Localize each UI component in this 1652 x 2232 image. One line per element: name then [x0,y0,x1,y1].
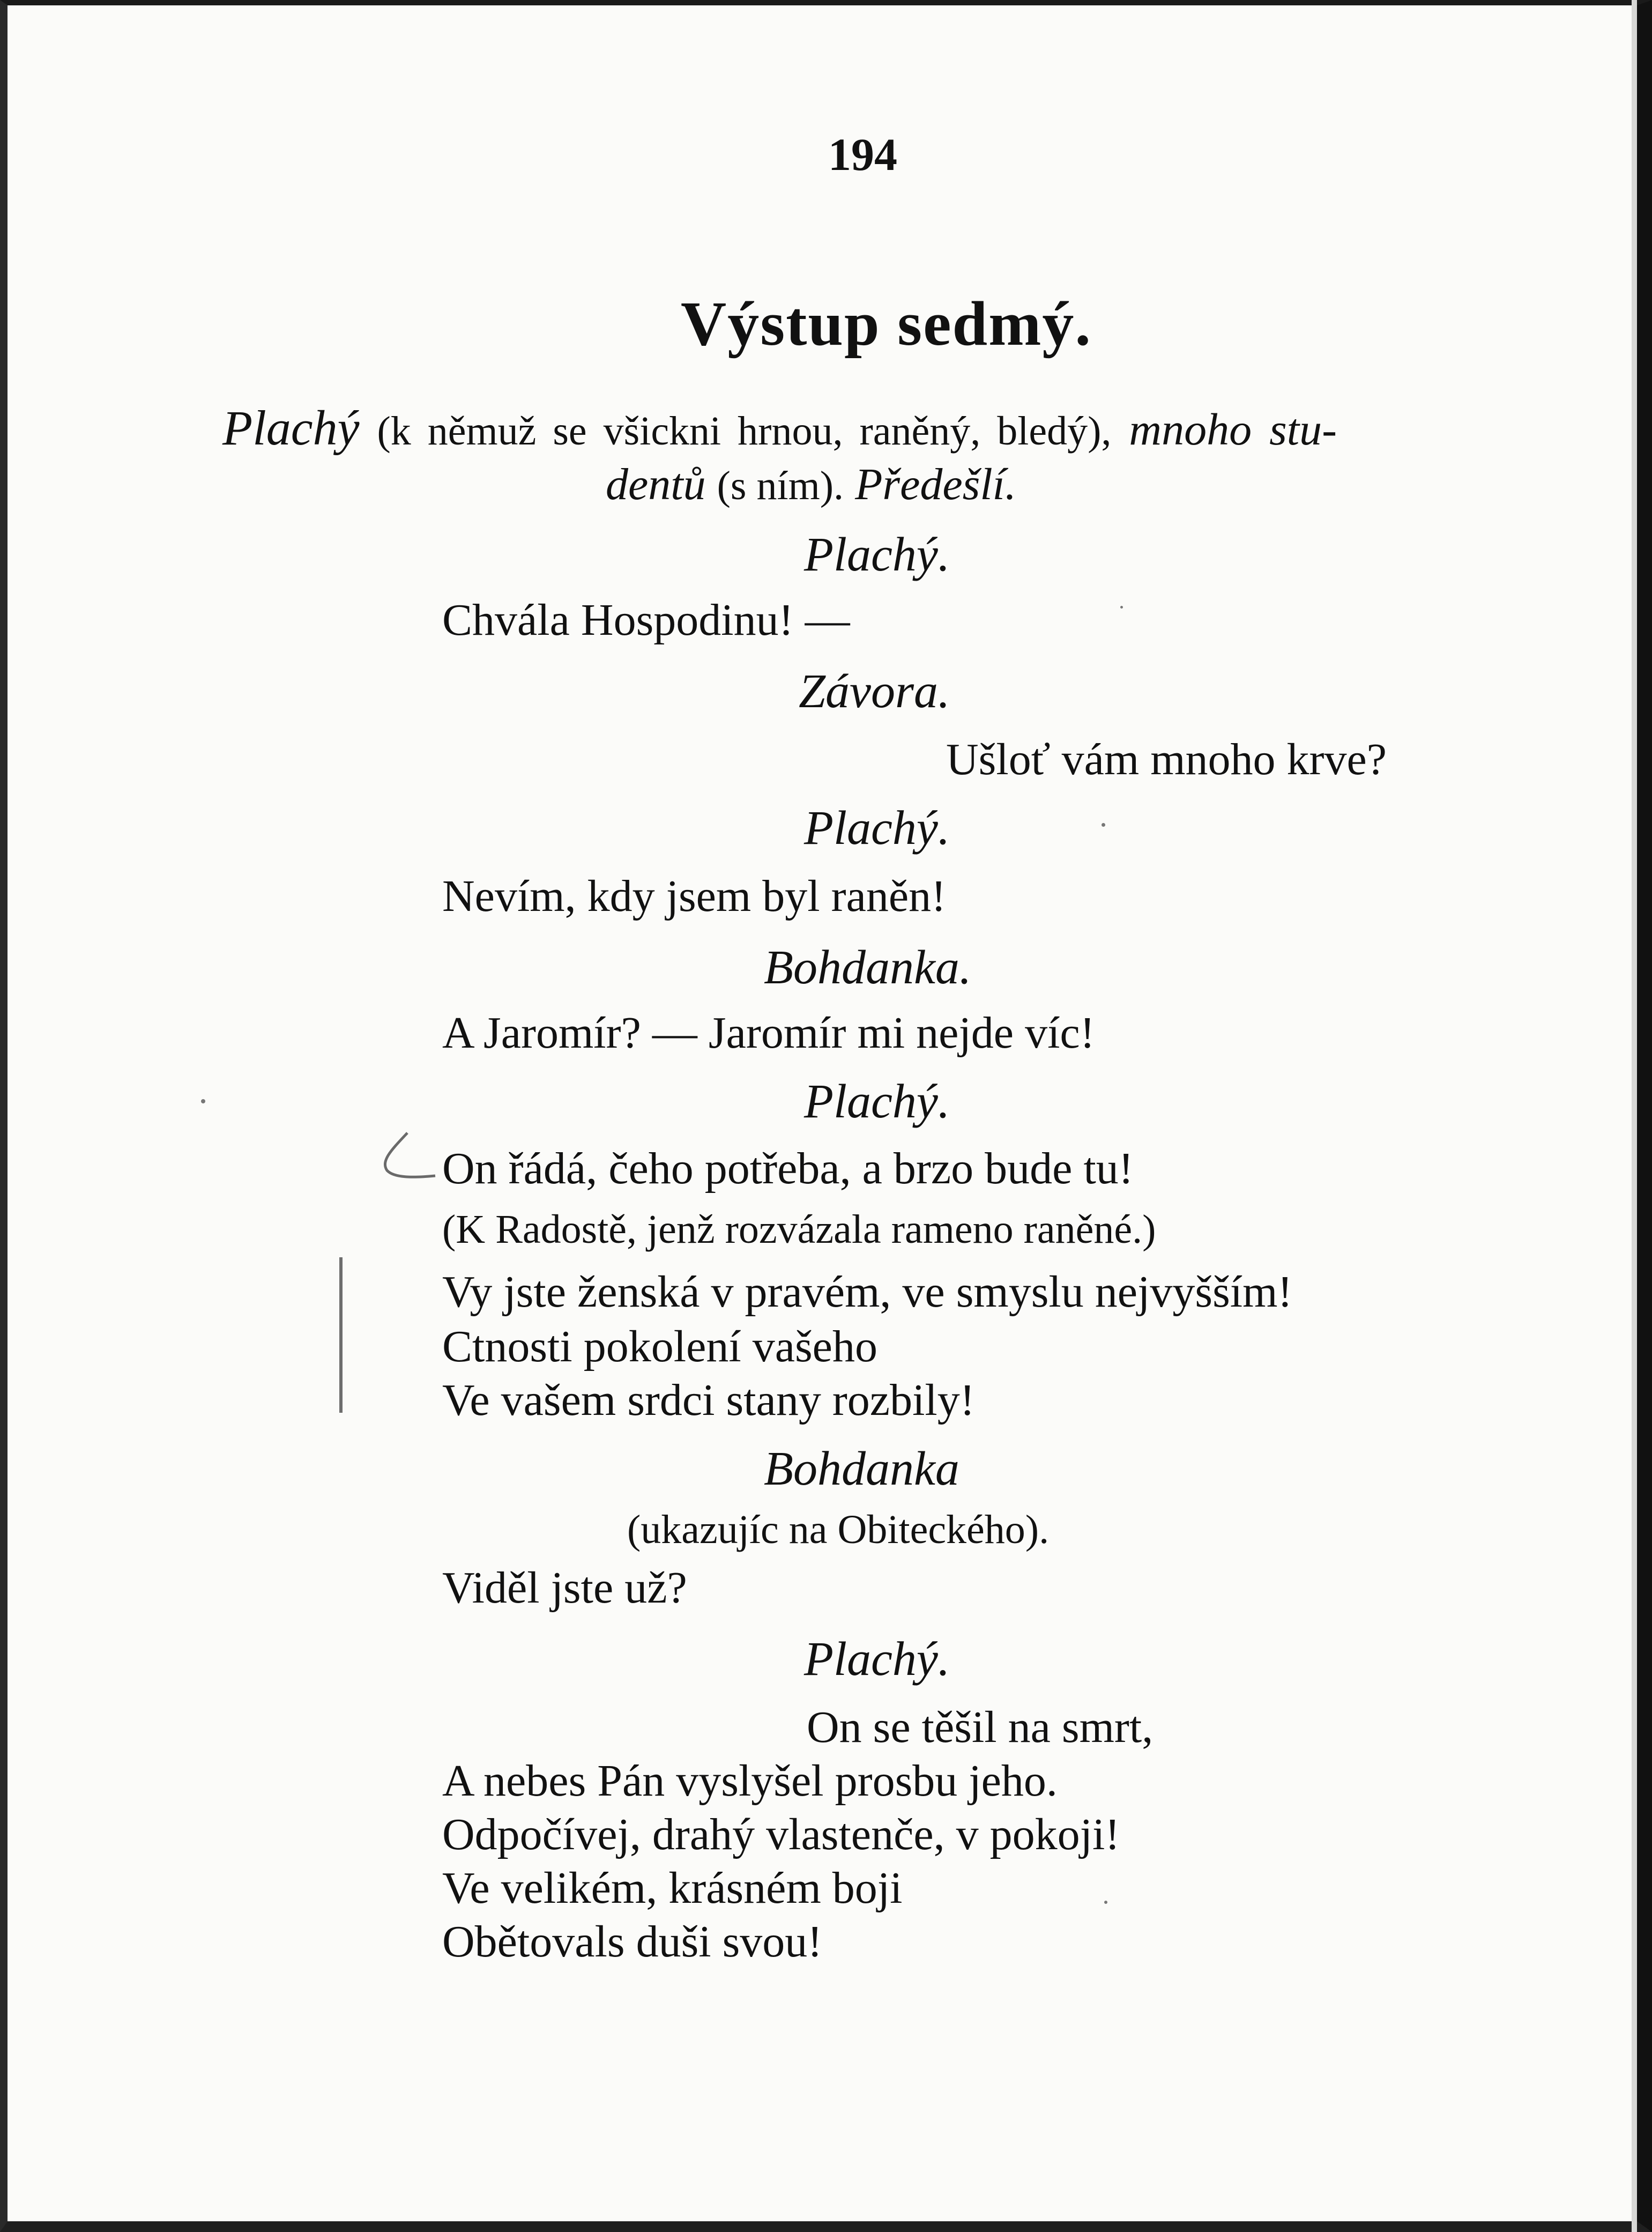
verse-line: Ve velikém, krásném boji [442,1863,903,1913]
speaker-label: Bohdanka. [764,941,972,994]
print-speck [1104,1901,1107,1904]
pencil-bracket-mark [375,1129,440,1188]
verse-line: Chvála Hospodinu! — [442,595,850,645]
verse-line: Ve vašem srdci stany rozbily! [442,1375,975,1425]
scene-title: Výstup sedmý. [681,288,1092,359]
pencil-margin-line [339,1257,343,1413]
stage-name: Plachý [222,401,360,455]
speaker-label: Bohdanka [764,1442,959,1495]
speaker-label: Plachý. [804,528,950,581]
stage-previous: Předešlí. [855,459,1016,509]
stage-detail: (k němuž se všickni hrnou, raněný, bledý), [377,409,1112,454]
speaker-label: Plachý. [804,1633,950,1686]
speaker-label: Plachý. [804,802,950,855]
stage-direction-inline: (K Radostě, jenž rozvázala rameno raněné.) [442,1207,1156,1252]
verse-line: A nebes Pán vyslyšel prosbu jeho. [442,1756,1058,1806]
print-speck [201,1099,205,1103]
verse-line: Ušloť vám mnoho krve? [946,735,1387,784]
stage-students-2: dentů [606,459,706,509]
page-number: 194 [828,129,897,180]
stage-direction-line-1 [222,403,1337,453]
verse-line: On řádá, čeho potřeba, a brzo bude tu! [442,1144,1134,1193]
verse-line: Odpočívej, drahý vlastenče, v pokoji! [442,1810,1120,1859]
verse-line: Obětovals duši svou! [442,1917,823,1967]
verse-line: Nevím, kdy jsem byl raněn! [442,871,947,921]
stage-students-1: mnoho stu- [1129,405,1337,455]
print-speck [1120,606,1123,609]
print-speck [1102,823,1105,827]
stage-direction-line-2 [606,459,1016,509]
verse-line: Ctnosti pokolení vašeho [442,1322,877,1371]
stage-direction-inline: (ukazujíc na Obiteckého). [627,1507,1050,1552]
verse-line: Vy jste ženská v pravém, ve smyslu nejvyšším! [442,1267,1293,1317]
verse-line: On se těšil na smrt, [807,1702,1154,1752]
verse-line: Viděl jste už? [442,1563,687,1613]
stage-with-him: (s ním). [717,463,844,508]
speaker-label: Závora. [799,665,950,718]
verse-line: A Jaromír? — Jaromír mi nejde víc! [442,1008,1095,1058]
speaker-label: Plachý. [804,1075,950,1128]
